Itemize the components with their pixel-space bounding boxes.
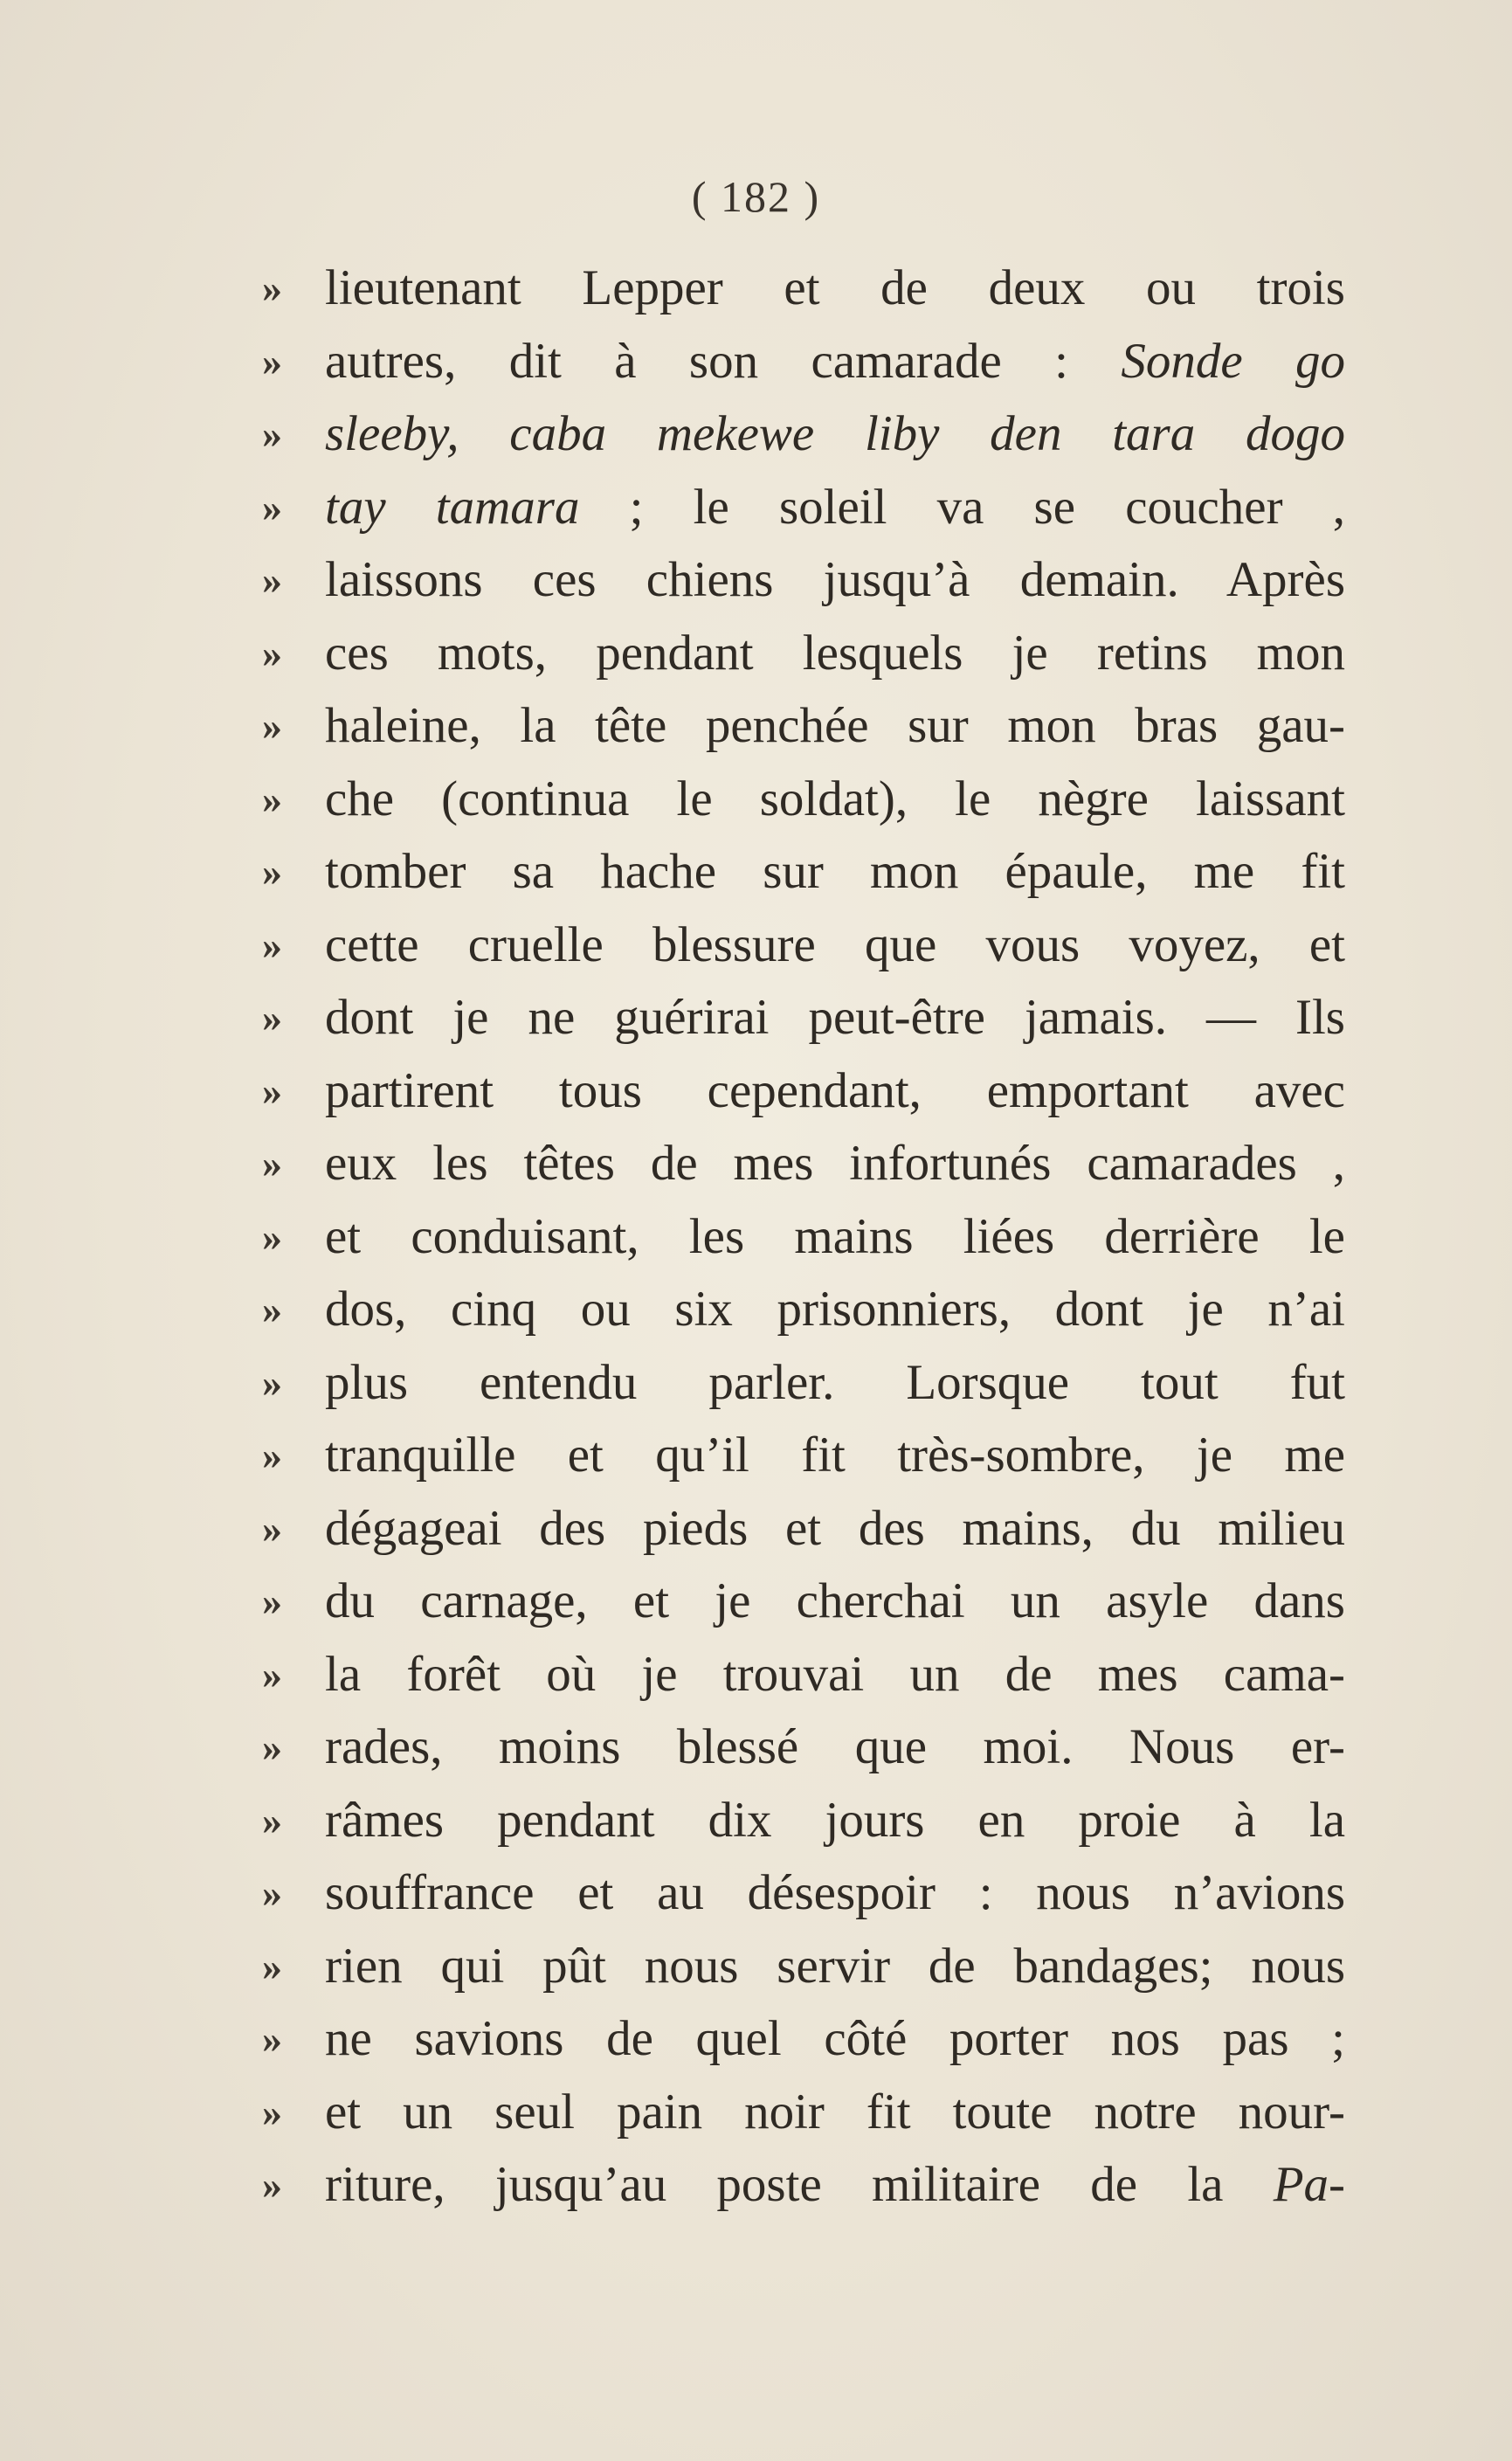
quote-mark: » [262,484,282,529]
line-content [325,1346,1345,1420]
text-line [262,1419,1345,1492]
line-content [325,1200,1345,1274]
quote-mark: » [262,1068,282,1113]
italic-text: Sonde go [1121,333,1345,389]
text-line [262,252,1345,325]
line-content [325,1565,1345,1638]
line-content [325,543,1345,617]
text-line [262,397,1345,471]
italic-text: sleeby, caba mekewe liby den tara dogo [325,406,1345,461]
text-line [262,1273,1345,1346]
quote-mark: » [262,411,282,456]
quote-mark: » [262,776,282,821]
text-line [262,1127,1345,1200]
text-line [262,543,1345,617]
text-line [262,1200,1345,1274]
line-content [325,1930,1345,2003]
text-line [262,1346,1345,1420]
roman-text: et conduisant, les mains liées derrière le [325,1208,1345,1264]
line-content [325,252,1345,325]
quote-mark: » [262,266,282,310]
text-line [262,2148,1345,2222]
roman-text: ces mots, pendant lesquels je retins mon [325,625,1345,681]
line-content [325,1419,1345,1492]
roman-text: dos, cinq ou six prisonniers, dont je n’ai [325,1282,1345,1337]
line-content [325,1856,1345,1930]
roman-text: ne savions de quel côté porter nos pas ; [325,2011,1345,2066]
roman-text: lieutenant Lepper et de deux ou trois [325,260,1345,315]
line-content [325,2076,1345,2149]
roman-text: rien qui pût nous servir de bandages; nous [325,1938,1345,1994]
line-content [325,471,1345,544]
text-line [262,617,1345,690]
line-content [325,1127,1345,1200]
text-line [262,835,1345,909]
quote-mark: » [262,849,282,894]
quote-mark: » [262,995,282,1040]
quote-mark: » [262,557,282,602]
italic-text: Pa- [1273,2157,1345,2212]
text-line [262,763,1345,836]
roman-text: haleine, la tête penchée sur mon bras gau- [325,698,1345,753]
text-line [262,325,1345,398]
text-line [262,1492,1345,1566]
roman-text: autres, dit à son camarade : [325,333,1122,389]
roman-text: tranquille et qu’il fit très-sombre, je me [325,1428,1345,1483]
line-content [325,1492,1345,1566]
quote-mark: » [262,922,282,967]
text-line [262,1784,1345,1857]
italic-text: tay tamara [325,479,580,535]
line-content [325,763,1345,836]
line-content [325,1638,1345,1711]
roman-text: tomber sa hache sur mon épaule, me fit [325,844,1345,899]
body-text [262,252,1345,2222]
quote-mark: » [262,1359,282,1405]
quote-mark: » [262,2089,282,2134]
text-line [262,2076,1345,2149]
quote-mark: » [262,1579,282,1623]
quote-mark: » [262,630,282,675]
roman-text: dont je ne guérirai peut-être jamais. — Ils [325,990,1345,1045]
quote-mark: » [262,1141,282,1186]
text-line [262,2002,1345,2076]
text-line [262,1054,1345,1128]
line-content [325,1273,1345,1346]
roman-text: du carnage, et je cherchai un asyle dans [325,1573,1345,1628]
text-line [262,909,1345,982]
quote-mark: » [262,1943,282,1988]
line-content [325,397,1345,471]
roman-text: che (continua le soldat), le nègre laissant [325,771,1345,826]
quote-mark: » [262,1287,282,1331]
line-content [325,1054,1345,1128]
line-content [325,689,1345,763]
line-content [325,1711,1345,1784]
roman-text: dégageai des pieds et des mains, du milieu [325,1500,1345,1556]
quote-mark: » [262,1433,282,1477]
quote-mark: » [262,1870,282,1915]
line-content [325,981,1345,1054]
quote-mark: » [262,338,282,384]
text-line [262,471,1345,544]
quote-mark: » [262,2016,282,2061]
text-line [262,1856,1345,1930]
roman-text: cette cruelle blessure que vous voyez, et [325,916,1345,972]
quote-mark: » [262,703,282,748]
line-content [325,617,1345,690]
roman-text: riture, jusqu’au poste militaire de la [325,2157,1274,2212]
roman-text: laissons ces chiens jusqu’à demain. Après [325,552,1345,607]
text-line [262,1565,1345,1638]
roman-text: partirent tous cependant, emportant avec [325,1062,1345,1118]
line-content [325,2002,1345,2076]
roman-text: ; le soleil va se coucher , [579,479,1345,535]
quote-mark: » [262,2162,282,2207]
roman-text: plus entendu parler. Lorsque tout fut [325,1354,1345,1410]
line-content [325,909,1345,982]
roman-text: râmes pendant dix jours en proie à la [325,1792,1345,1848]
text-line [262,1711,1345,1784]
roman-text: la forêt où je trouvai un de mes cama- [325,1646,1345,1702]
quote-mark: » [262,1725,282,1769]
roman-text: souffrance et au désespoir : nous n’avions [325,1865,1345,1920]
text-line [262,689,1345,763]
text-line [262,1930,1345,2003]
line-content [325,835,1345,909]
text-line [262,981,1345,1054]
roman-text: eux les têtes de mes infortunés camarades , [325,1136,1345,1191]
text-line [262,1638,1345,1711]
quote-mark: » [262,1505,282,1551]
line-content [325,1784,1345,1857]
page-number: ( 182 ) [691,172,821,221]
line-content [325,325,1345,398]
quote-mark: » [262,1797,282,1842]
quote-mark: » [262,1213,282,1259]
line-content [325,2148,1345,2222]
quote-mark: » [262,1651,282,1697]
roman-text: et un seul pain noir fit toute notre nour- [325,2084,1345,2140]
roman-text: rades, moins blessé que moi. Nous er- [325,1719,1345,1774]
